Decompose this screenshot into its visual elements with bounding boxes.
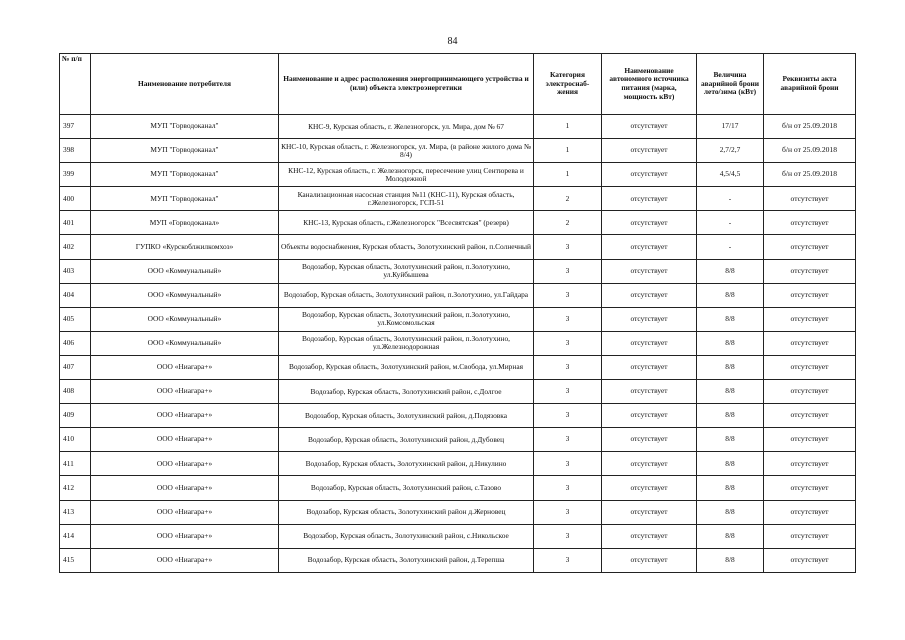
row-number: 397 bbox=[60, 115, 91, 139]
autonomous-source: отсутствует bbox=[602, 187, 697, 211]
header-address: Наименование и адрес расположения энергопринимающего устройства и (или) объекта электроэнергетики bbox=[279, 54, 534, 115]
consumer-name: ООО «Ниагара+» bbox=[91, 355, 279, 379]
consumer-name: ООО «Ниагара+» bbox=[91, 476, 279, 500]
table-row bbox=[60, 115, 856, 139]
supply-category: 1 bbox=[534, 139, 602, 163]
row-number: 406 bbox=[60, 331, 91, 355]
supply-category: 3 bbox=[534, 380, 602, 404]
autonomous-source: отсутствует bbox=[602, 259, 697, 283]
act-details: отсутствует bbox=[764, 259, 856, 283]
act-details: отсутствует bbox=[764, 355, 856, 379]
emergency-reserve: 8/8 bbox=[697, 500, 764, 524]
emergency-reserve: 8/8 bbox=[697, 524, 764, 548]
object-address: Канализационная насосная станция №11 (КНС-11), Курская область, г.Железногорск, ГСП-51 bbox=[279, 187, 534, 211]
supply-category: 3 bbox=[534, 355, 602, 379]
row-number: 404 bbox=[60, 283, 91, 307]
header-category: Категория электроснаб-жения bbox=[534, 54, 602, 115]
autonomous-source: отсутствует bbox=[602, 211, 697, 235]
supply-category: 2 bbox=[534, 187, 602, 211]
row-number: 401 bbox=[60, 211, 91, 235]
header-emergency-reserve: Величина аварийной брони лето/зима (кВт) bbox=[697, 54, 764, 115]
table-row bbox=[60, 307, 856, 331]
autonomous-source: отсутствует bbox=[602, 355, 697, 379]
row-number: 409 bbox=[60, 404, 91, 428]
supply-category: 3 bbox=[534, 500, 602, 524]
header-power-source: Наименование автономного источника питания (марка, мощность кВт) bbox=[602, 54, 697, 115]
act-details: отсутствует bbox=[764, 307, 856, 331]
emergency-reserve: 8/8 bbox=[697, 404, 764, 428]
table-row bbox=[60, 500, 856, 524]
row-number: 414 bbox=[60, 524, 91, 548]
row-number: 405 bbox=[60, 307, 91, 331]
consumer-name: ГУПКО «Курскоблжилкомхоз» bbox=[91, 235, 279, 259]
object-address: КНС-13, Курская область, г.Железногорск "Всесвятская" (резерв) bbox=[279, 211, 534, 235]
consumer-name: МУП "Горводоканал" bbox=[91, 139, 279, 163]
act-details: отсутствует bbox=[764, 283, 856, 307]
row-number: 413 bbox=[60, 500, 91, 524]
consumer-name: МУП "Горводоканал" bbox=[91, 163, 279, 187]
autonomous-source: отсутствует bbox=[602, 524, 697, 548]
act-details: отсутствует bbox=[764, 476, 856, 500]
emergency-reserve: 8/8 bbox=[697, 331, 764, 355]
autonomous-source: отсутствует bbox=[602, 139, 697, 163]
autonomous-source: отсутствует bbox=[602, 283, 697, 307]
supply-category: 3 bbox=[534, 452, 602, 476]
emergency-reserve: 8/8 bbox=[697, 307, 764, 331]
autonomous-source: отсутствует bbox=[602, 500, 697, 524]
row-number: 415 bbox=[60, 548, 91, 572]
consumer-name: ООО «Коммунальный» bbox=[91, 259, 279, 283]
table-row bbox=[60, 259, 856, 283]
emergency-reserve: 8/8 bbox=[697, 548, 764, 572]
consumer-name: ООО «Ниагара+» bbox=[91, 524, 279, 548]
supply-category: 3 bbox=[534, 259, 602, 283]
object-address: Водозабор, Курская область, Золотухинский район, д.Подязовка bbox=[279, 404, 534, 428]
autonomous-source: отсутствует bbox=[602, 476, 697, 500]
object-address: КНС-10, Курская область, г. Железногорск, ул. Мира, (в районе жилого дома № 8/4) bbox=[279, 139, 534, 163]
table-row bbox=[60, 380, 856, 404]
row-number: 403 bbox=[60, 259, 91, 283]
supply-category: 1 bbox=[534, 163, 602, 187]
act-details: отсутствует bbox=[764, 235, 856, 259]
supply-category: 3 bbox=[534, 428, 602, 452]
object-address: Водозабор, Курская область, Золотухинский район, д.Терепша bbox=[279, 548, 534, 572]
table-row bbox=[60, 524, 856, 548]
emergency-reserve: - bbox=[697, 235, 764, 259]
emergency-reserve: 8/8 bbox=[697, 355, 764, 379]
row-number: 399 bbox=[60, 163, 91, 187]
emergency-reserve: 8/8 bbox=[697, 259, 764, 283]
consumer-name: ООО «Ниагара+» bbox=[91, 428, 279, 452]
consumer-name: ООО «Ниагара+» bbox=[91, 548, 279, 572]
supply-category: 3 bbox=[534, 476, 602, 500]
consumer-name: МУП "Горводоканал" bbox=[91, 115, 279, 139]
object-address: Водозабор, Курская область, Золотухинский район, п.Золотухино, ул.Комсомольская bbox=[279, 307, 534, 331]
act-details: отсутствует bbox=[764, 380, 856, 404]
autonomous-source: отсутствует bbox=[602, 235, 697, 259]
consumer-name: ООО «Коммунальный» bbox=[91, 307, 279, 331]
supply-category: 1 bbox=[534, 115, 602, 139]
table-row bbox=[60, 428, 856, 452]
act-details: отсутствует bbox=[764, 500, 856, 524]
act-details: отсутствует bbox=[764, 548, 856, 572]
object-address: Водозабор, Курская область, Золотухинский район, п.Золотухино, ул.Гайдара bbox=[279, 283, 534, 307]
consumer-name: ООО «Коммунальный» bbox=[91, 331, 279, 355]
object-address: Водозабор, Курская область, Золотухинский район, п.Золотухино, ул.Железнодорожная bbox=[279, 331, 534, 355]
consumer-name: МУП "Горводоканал" bbox=[91, 187, 279, 211]
object-address: КНС-12, Курская область, г. Железногорск, пересечение улиц Сентюрева и Молодежной bbox=[279, 163, 534, 187]
row-number: 411 bbox=[60, 452, 91, 476]
table-row bbox=[60, 163, 856, 187]
act-details: б/н от 25.09.2018 bbox=[764, 115, 856, 139]
table-row bbox=[60, 139, 856, 163]
act-details: отсутствует bbox=[764, 331, 856, 355]
row-number: 398 bbox=[60, 139, 91, 163]
supply-category: 2 bbox=[534, 211, 602, 235]
consumer-name: ООО «Ниагара+» bbox=[91, 452, 279, 476]
autonomous-source: отсутствует bbox=[602, 115, 697, 139]
autonomous-source: отсутствует bbox=[602, 404, 697, 428]
autonomous-source: отсутствует bbox=[602, 428, 697, 452]
object-address: Объекты водоснабжения, Курская область, Золотухинский район, п.Солнечный bbox=[279, 235, 534, 259]
autonomous-source: отсутствует bbox=[602, 331, 697, 355]
supply-category: 3 bbox=[534, 524, 602, 548]
emergency-reserve: 4,5/4,5 bbox=[697, 163, 764, 187]
act-details: отсутствует bbox=[764, 428, 856, 452]
table-header-row bbox=[60, 54, 856, 115]
emergency-reserve: 17/17 bbox=[697, 115, 764, 139]
table-body bbox=[60, 115, 856, 573]
supply-category: 3 bbox=[534, 404, 602, 428]
supply-category: 3 bbox=[534, 235, 602, 259]
table-row bbox=[60, 211, 856, 235]
act-details: отсутствует bbox=[764, 524, 856, 548]
object-address: Водозабор, Курская область, Золотухинский район, п.Золотухино, ул.Куйбышева bbox=[279, 259, 534, 283]
act-details: б/н от 25.09.2018 bbox=[764, 139, 856, 163]
autonomous-source: отсутствует bbox=[602, 163, 697, 187]
object-address: Водозабор, Курская область, Золотухинский район, с.Долгое bbox=[279, 380, 534, 404]
emergency-reserve: 2,7/2,7 bbox=[697, 139, 764, 163]
table-row bbox=[60, 476, 856, 500]
row-number: 408 bbox=[60, 380, 91, 404]
autonomous-source: отсутствует bbox=[602, 380, 697, 404]
autonomous-source: отсутствует bbox=[602, 452, 697, 476]
header-act-details: Реквизиты акта аварийной брони bbox=[764, 54, 856, 115]
table-row bbox=[60, 404, 856, 428]
consumer-name: ООО «Ниагара+» bbox=[91, 500, 279, 524]
emergency-reserve: 8/8 bbox=[697, 380, 764, 404]
act-details: отсутствует bbox=[764, 404, 856, 428]
emergency-reserve: 8/8 bbox=[697, 452, 764, 476]
table-row bbox=[60, 283, 856, 307]
row-number: 410 bbox=[60, 428, 91, 452]
autonomous-source: отсутствует bbox=[602, 548, 697, 572]
row-number: 407 bbox=[60, 355, 91, 379]
object-address: Водозабор, Курская область, Золотухинский район, м.Свобода, ул.Мирная bbox=[279, 355, 534, 379]
consumer-name: ООО «Ниагара+» bbox=[91, 380, 279, 404]
emergency-reserve: - bbox=[697, 211, 764, 235]
row-number: 412 bbox=[60, 476, 91, 500]
object-address: Водозабор, Курская область, Золотухинский район, д.Никулино bbox=[279, 452, 534, 476]
object-address: Водозабор, Курская область, Золотухинский район, с.Тазово bbox=[279, 476, 534, 500]
object-address: Водозабор, Курская область, Золотухинский район, с.Никольское bbox=[279, 524, 534, 548]
autonomous-source: отсутствует bbox=[602, 307, 697, 331]
table-row bbox=[60, 187, 856, 211]
consumer-name: ООО «Коммунальный» bbox=[91, 283, 279, 307]
table-row bbox=[60, 355, 856, 379]
act-details: отсутствует bbox=[764, 211, 856, 235]
table-row bbox=[60, 235, 856, 259]
header-number: № п/п bbox=[60, 54, 91, 115]
emergency-reserve: - bbox=[697, 187, 764, 211]
row-number: 402 bbox=[60, 235, 91, 259]
consumer-name: ООО «Ниагара+» bbox=[91, 404, 279, 428]
emergency-reserve: 8/8 bbox=[697, 428, 764, 452]
header-consumer: Наименование потребителя bbox=[91, 54, 279, 115]
page-number: 84 bbox=[447, 36, 458, 47]
supply-category: 3 bbox=[534, 283, 602, 307]
act-details: б/н от 25.09.2018 bbox=[764, 163, 856, 187]
object-address: Водозабор, Курская область, Золотухинский район д.Жерновец bbox=[279, 500, 534, 524]
supply-category: 3 bbox=[534, 307, 602, 331]
row-number: 400 bbox=[60, 187, 91, 211]
table-row bbox=[60, 452, 856, 476]
act-details: отсутствует bbox=[764, 452, 856, 476]
object-address: КНС-9, Курская область, г. Железногорск, ул. Мира, дом № 67 bbox=[279, 115, 534, 139]
emergency-reserve: 8/8 bbox=[697, 283, 764, 307]
object-address: Водозабор, Курская область, Золотухинский район, д.Дубовец bbox=[279, 428, 534, 452]
consumer-name: МУП «Горводоканал» bbox=[91, 211, 279, 235]
consumers-table bbox=[59, 53, 856, 573]
table-row bbox=[60, 548, 856, 572]
supply-category: 3 bbox=[534, 331, 602, 355]
supply-category: 3 bbox=[534, 548, 602, 572]
emergency-reserve: 8/8 bbox=[697, 476, 764, 500]
act-details: отсутствует bbox=[764, 187, 856, 211]
table-row bbox=[60, 331, 856, 355]
